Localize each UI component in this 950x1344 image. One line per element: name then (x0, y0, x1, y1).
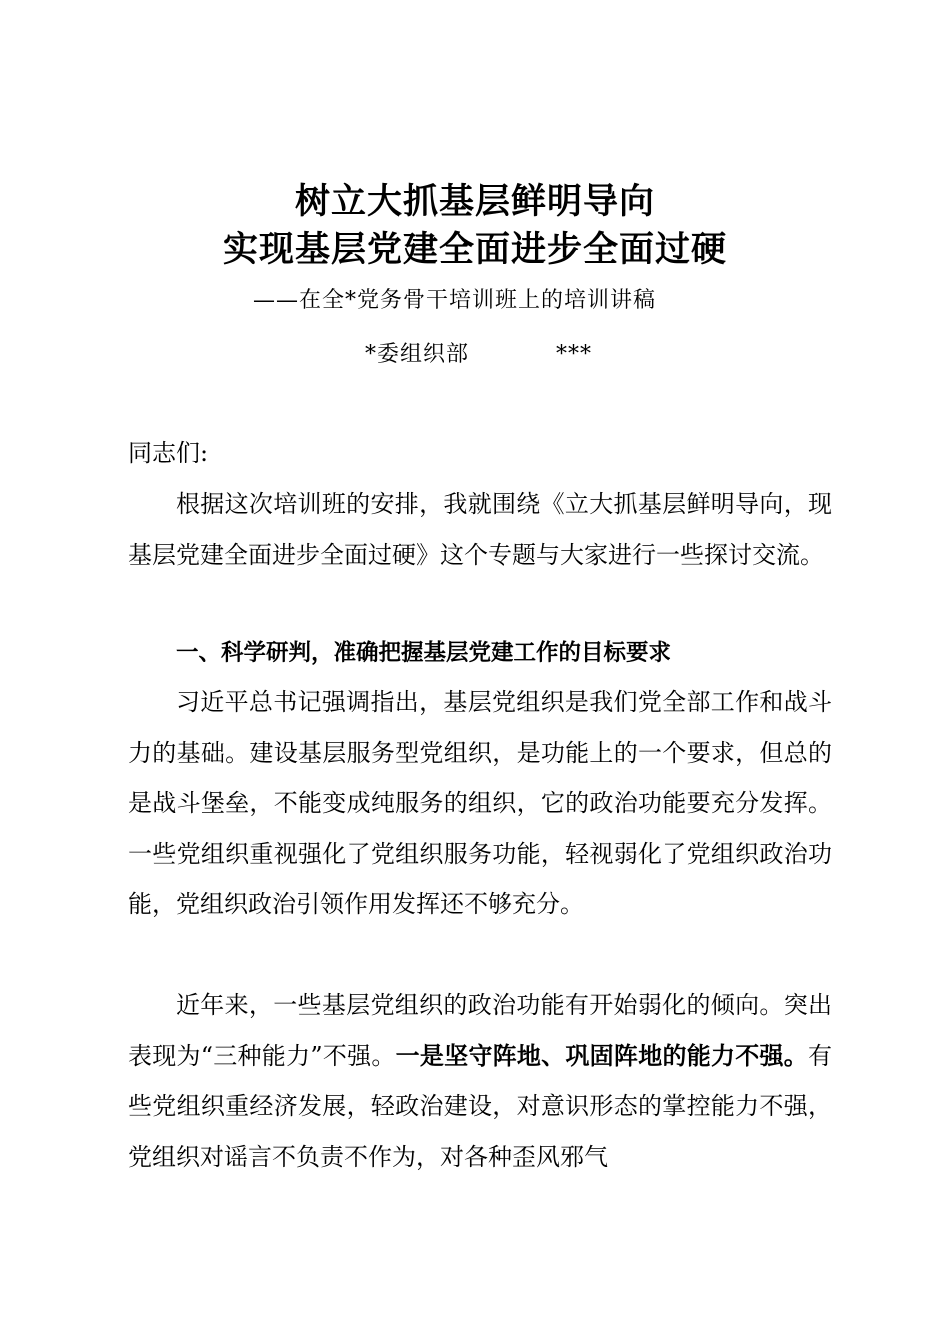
paragraph-section1-1: 习近平总书记强调指出，基层党组织是我们党全部工作和战斗力的基础。建设基层服务型党组织，是功能上的一个要求，但总的是战斗堡垒，不能变成纯服务的组织，它的政治功能要充分发挥。一些党组织重视强化了党组织服务功能，轻视弱化了党组织政治功能，党组织政治引领作用发挥还不够充分。 (128, 688, 832, 918)
author-department: *委组织部 (365, 342, 470, 367)
section-heading-1: 一、科学研判，准确把握基层党建工作的目标要求 (176, 640, 672, 666)
title-line-1: 树立大抓基层鲜明导向 (294, 181, 655, 222)
paragraph-text-start: 近年来，一些基层党组织的政治功能有开始弱化的倾向。突出表现为“三种能力”不强。 (128, 991, 832, 1070)
paragraph-section1-2 (128, 980, 832, 1182)
paragraph-text-end: 有些党组织重经济发展，轻政治建设，对意识形态的掌控能力不强，党组织对谣言不负责不作为，对各种歪风邪气 (128, 1041, 832, 1171)
greeting: 同志们: (128, 439, 209, 467)
subtitle: ——在全*党务骨干培训班上的培训讲稿 (253, 288, 657, 313)
bold-point-1: 一是坚守阵地、巩固阵地的能力不强。 (395, 1041, 808, 1070)
author-name: *** (556, 342, 592, 367)
paragraph-intro: 根据这次培训班的安排，我就围绕《立大抓基层鲜明导向，现基层党建全面进步全面过硬》这个专题与大家进行一些探讨交流。 (128, 490, 832, 569)
title-line-2: 实现基层党建全面进步全面过硬 (222, 229, 727, 270)
